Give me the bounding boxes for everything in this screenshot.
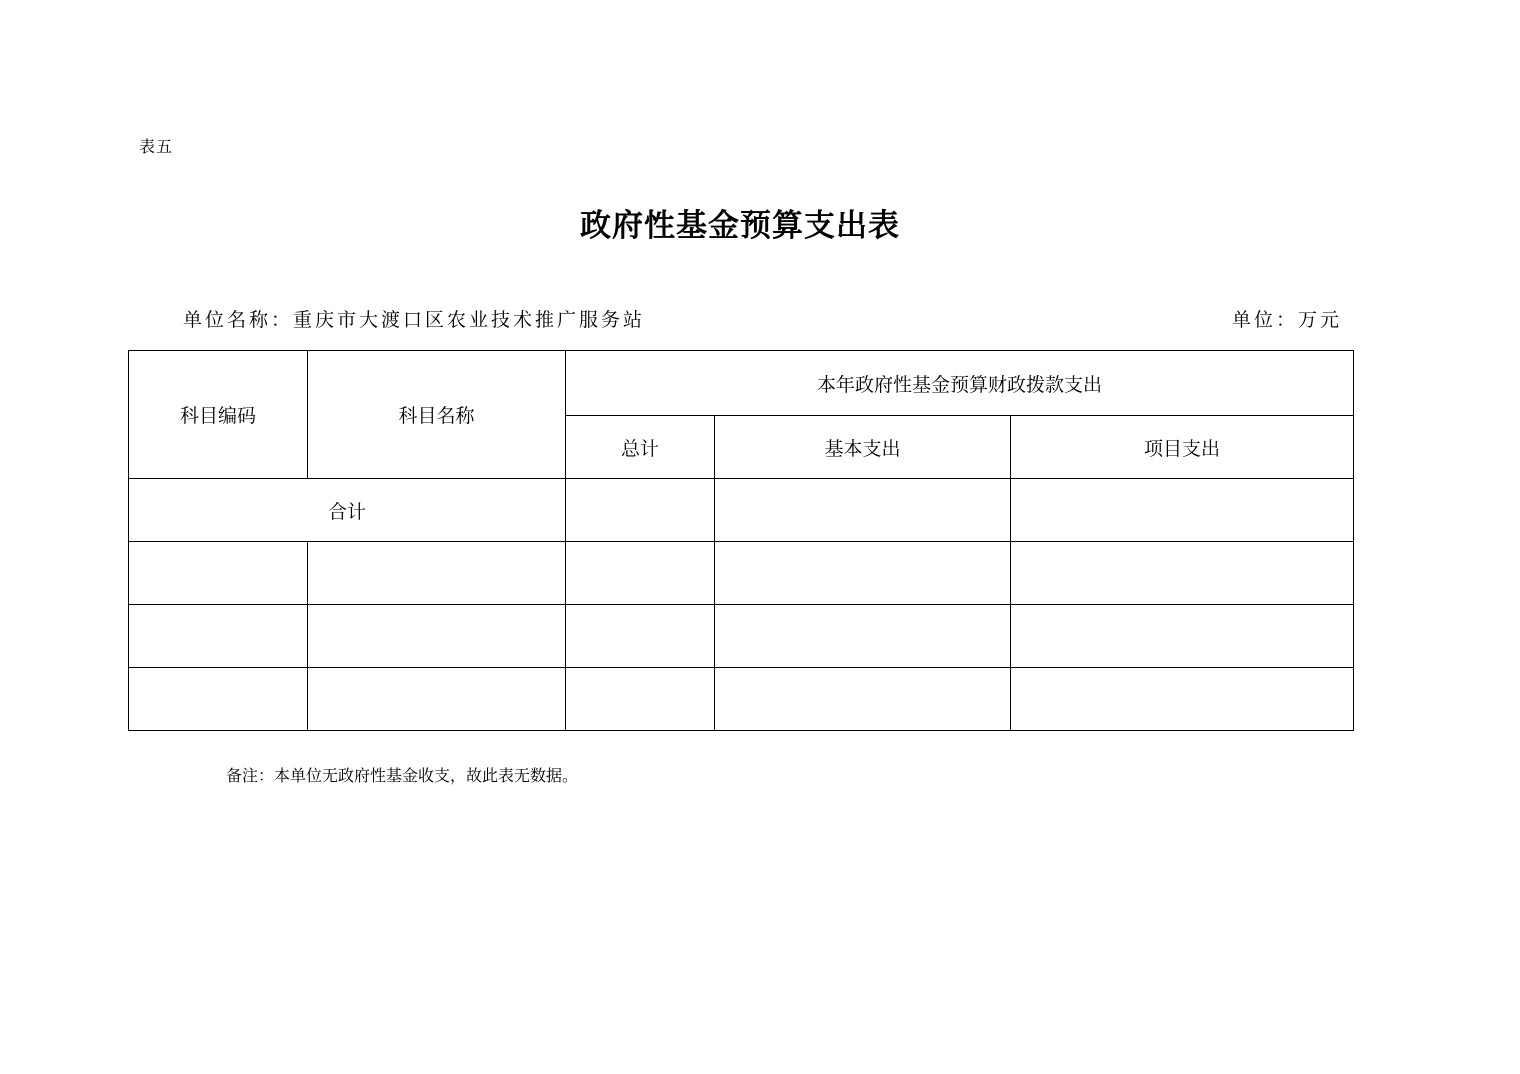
budget-table	[128, 350, 1354, 731]
row-total	[566, 605, 715, 668]
row-project	[1011, 542, 1354, 605]
table-row	[129, 542, 1354, 605]
row-total	[566, 542, 715, 605]
row-project	[1011, 668, 1354, 731]
row-basic	[715, 542, 1011, 605]
row-subject-name	[308, 605, 566, 668]
row-project	[1011, 605, 1354, 668]
row-total	[566, 668, 715, 731]
table-number-label: 表五	[139, 137, 174, 156]
header-appropriation-group: 本年政府性基金预算财政拨款支出	[566, 351, 1354, 416]
total-row-basic	[715, 479, 1011, 542]
page-title: 政府性基金预算支出表	[580, 208, 900, 244]
header-row	[129, 351, 1354, 416]
header-subject-name: 科目名称	[308, 351, 566, 479]
table-row	[129, 605, 1354, 668]
total-row-label: 合计	[129, 479, 566, 542]
row-subject-code	[129, 668, 308, 731]
row-subject-name	[308, 668, 566, 731]
header-subject-code: 科目编码	[129, 351, 308, 479]
row-subject-code	[129, 605, 308, 668]
table-row	[129, 668, 1354, 731]
row-subject-code	[129, 542, 308, 605]
currency-unit-label: 单位：万元	[1231, 309, 1342, 331]
footnote: 备注：本单位无政府性基金收支，故此表无数据。	[226, 766, 579, 785]
total-row-project	[1011, 479, 1354, 542]
header-basic-expense: 基本支出	[715, 416, 1011, 479]
header-project-expense: 项目支出	[1011, 416, 1354, 479]
row-subject-name	[308, 542, 566, 605]
total-row-total	[566, 479, 715, 542]
row-basic	[715, 668, 1011, 731]
unit-name-label: 单位名称：重庆市大渡口区农业技术推广服务站	[183, 309, 646, 331]
header-total: 总计	[566, 416, 715, 479]
total-row	[129, 479, 1354, 542]
row-basic	[715, 605, 1011, 668]
